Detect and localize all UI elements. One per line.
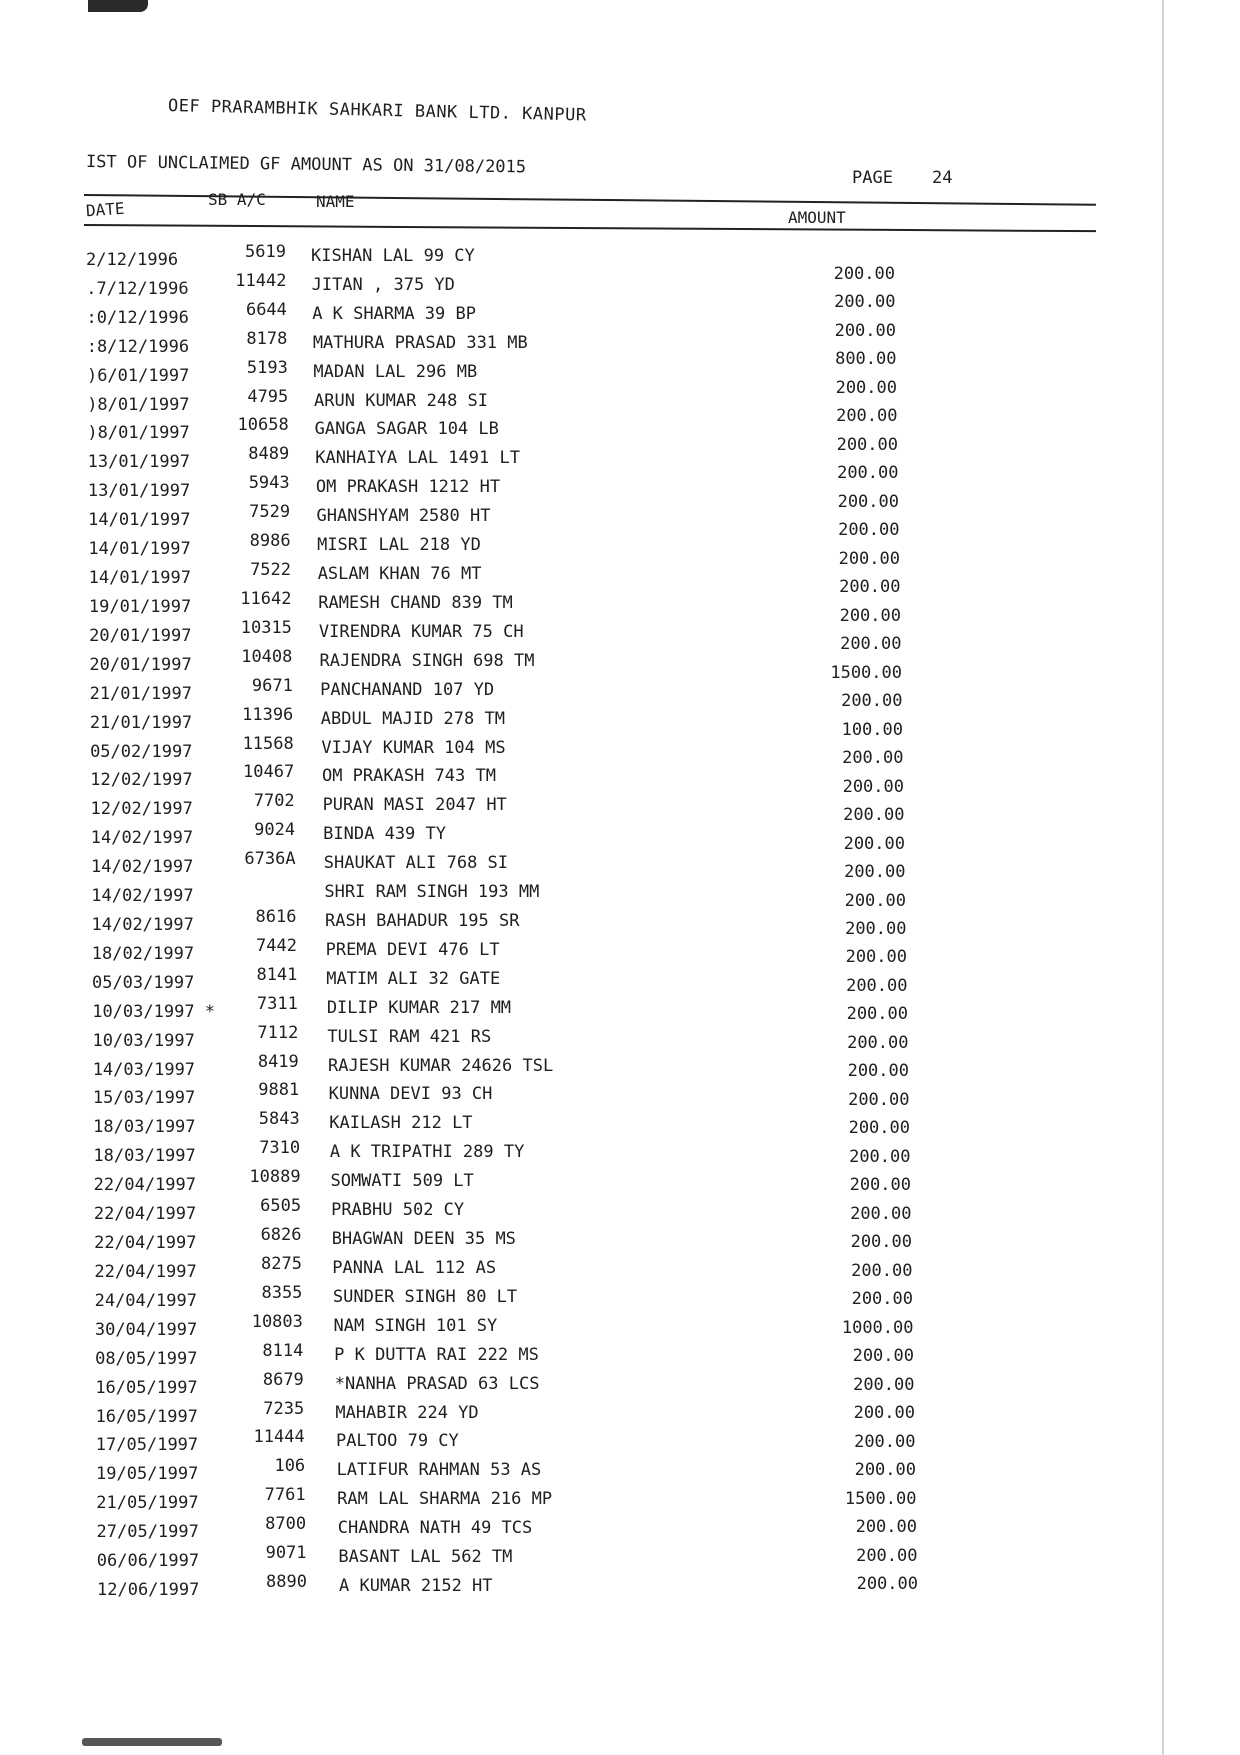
row-name: SHRI RAM SINGH 193 MM <box>324 882 540 903</box>
row-date: 14/01/1997 <box>88 539 191 560</box>
row-date: )6/01/1997 <box>86 365 190 386</box>
row-sb-account: 10658 <box>237 415 289 436</box>
row-date: 21/01/1997 <box>89 712 193 733</box>
row-sb-account: 10467 <box>243 762 295 783</box>
row-amount: 200.00 <box>856 1545 918 1566</box>
row-date: 18/03/1997 <box>93 1146 196 1167</box>
row-name: MATIM ALI 32 GATE <box>326 968 501 989</box>
row-date: 14/02/1997 <box>91 886 194 907</box>
row-sb-account: 9071 <box>265 1543 307 1564</box>
row-date: 21/01/1997 <box>89 683 192 704</box>
row-amount: 200.00 <box>835 377 897 398</box>
bank-title: OEF PRARAMBHIK SAHKARI BANK LTD. KANPUR <box>167 96 587 126</box>
row-amount: 200.00 <box>842 776 904 797</box>
row-amount: 200.00 <box>839 577 901 598</box>
row-amount: 200.00 <box>839 605 901 626</box>
row-name: PRABHU 502 CY <box>331 1200 465 1221</box>
row-date: )8/01/1997 <box>87 423 190 444</box>
row-date: 05/02/1997 <box>90 741 193 762</box>
row-amount: 200.00 <box>844 862 906 883</box>
row-sb-account: 5193 <box>246 357 288 378</box>
row-amount: 200.00 <box>833 264 895 284</box>
row-date: 14/02/1997 <box>91 857 194 878</box>
row-date: 21/05/1997 <box>96 1493 199 1514</box>
row-sb-account: 10803 <box>251 1311 303 1332</box>
row-name: MADAN LAL 296 MB <box>313 361 478 382</box>
row-name: RAJESH KUMAR 24626 TSL <box>328 1055 554 1076</box>
row-name: ASLAM KHAN 76 MT <box>317 564 482 585</box>
row-amount: 200.00 <box>840 634 902 655</box>
row-date: 12/02/1997 <box>90 770 193 791</box>
row-amount: 100.00 <box>841 719 903 740</box>
row-amount: 200.00 <box>845 919 907 939</box>
row-amount: 200.00 <box>837 463 899 484</box>
row-sb-account: 8355 <box>261 1282 303 1303</box>
row-sb-account: 8141 <box>256 964 298 985</box>
row-date: 13/01/1997 <box>87 452 191 473</box>
row-sb-account: 8114 <box>262 1340 304 1361</box>
row-name: KANHAIYA LAL 1491 LT <box>315 448 520 469</box>
row-sb-account: 5943 <box>248 473 290 494</box>
row-amount: 200.00 <box>834 320 896 341</box>
row-date: 22/04/1997 <box>93 1204 197 1225</box>
row-date: 17/05/1997 <box>95 1435 199 1456</box>
row-amount: 200.00 <box>854 1460 916 1481</box>
row-date: 14/03/1997 <box>92 1059 196 1080</box>
row-amount: 200.00 <box>844 890 906 911</box>
row-amount: 200.00 <box>855 1517 917 1538</box>
column-header-sb-account: SB A/C <box>208 190 266 209</box>
row-amount: 1000.00 <box>841 1317 914 1338</box>
row-date: 18/03/1997 <box>93 1117 196 1138</box>
row-name: GHANSHYAM 2580 HT <box>316 506 491 527</box>
row-name: BHAGWAN DEEN 35 MS <box>331 1229 516 1250</box>
row-amount: 200.00 <box>851 1260 913 1281</box>
row-sb-account: 10889 <box>249 1167 301 1188</box>
row-date: 06/06/1997 <box>96 1551 200 1572</box>
row-date: :8/12/1996 <box>86 336 190 357</box>
row-amount: 200.00 <box>838 548 900 569</box>
row-name: BINDA 439 TY <box>323 824 446 845</box>
row-date: 18/02/1997 <box>91 943 195 964</box>
row-sb-account: 8419 <box>257 1051 299 1072</box>
row-date: 12/02/1997 <box>90 799 193 820</box>
row-amount: 200.00 <box>845 947 907 968</box>
row-name: A K TRIPATHI 289 TY <box>329 1142 525 1163</box>
row-sb-account: 8616 <box>255 907 297 927</box>
row-name: TULSI RAM 421 RS <box>327 1026 492 1047</box>
row-sb-account: 10408 <box>241 646 293 667</box>
row-amount: 200.00 <box>846 1004 908 1025</box>
row-name: CHANDRA NATH 49 TCS <box>337 1518 533 1539</box>
row-name: RAMESH CHAND 839 TM <box>318 592 513 613</box>
row-sb-account: 6505 <box>260 1196 302 1217</box>
row-name: SHAUKAT ALI 768 SI <box>323 853 509 874</box>
row-sb-account: 11568 <box>242 733 294 754</box>
row-amount: 200.00 <box>850 1232 912 1253</box>
row-sb-account: 6826 <box>260 1225 302 1246</box>
row-sb-account: 11444 <box>253 1427 305 1448</box>
row-sb-account: 4795 <box>247 386 289 407</box>
row-date: 22/04/1997 <box>94 1233 197 1254</box>
row-date: 14/02/1997 <box>90 828 194 849</box>
column-header-name: NAME <box>316 192 355 211</box>
row-date: 12/06/1997 <box>97 1580 200 1600</box>
row-date: 05/03/1997 <box>91 972 195 993</box>
row-sb-account: 11642 <box>240 588 292 609</box>
row-name: GANGA SAGAR 104 LB <box>314 419 499 440</box>
row-sb-account: 7442 <box>256 935 297 956</box>
row-name: VIJAY KUMAR 104 MS <box>321 737 506 758</box>
row-name: JITAN , 375 YD <box>311 274 455 295</box>
row-date: 16/05/1997 <box>95 1377 198 1398</box>
row-name: KUNNA DEVI 93 CH <box>328 1084 493 1105</box>
row-sb-account: 7702 <box>253 791 295 812</box>
row-date: 19/01/1997 <box>88 596 192 617</box>
row-sb-account: 7761 <box>264 1485 306 1506</box>
page-number: 24 <box>932 168 953 188</box>
row-sb-account: 8679 <box>262 1369 304 1390</box>
row-date: 22/04/1997 <box>93 1175 196 1196</box>
row-sb-account: 7310 <box>259 1138 301 1159</box>
row-name: A KUMAR 2152 HT <box>339 1576 493 1596</box>
row-name: MAHABIR 224 YD <box>335 1402 479 1423</box>
row-sb-account: 7112 <box>257 1022 299 1043</box>
row-sb-account: 11396 <box>242 704 294 725</box>
row-sb-account: 8890 <box>266 1572 307 1592</box>
row-name: SUNDER SINGH 80 LT <box>332 1286 518 1307</box>
row-date: 20/01/1997 <box>89 625 192 646</box>
row-date: 20/01/1997 <box>89 654 192 675</box>
row-amount: 200.00 <box>853 1374 915 1395</box>
row-amount: 200.00 <box>843 805 905 826</box>
row-name: PANNA LAL 112 AS <box>332 1257 497 1278</box>
column-header-date: DATE <box>85 198 126 221</box>
row-amount: 200.00 <box>849 1146 911 1167</box>
row-name: DILIP KUMAR 217 MM <box>326 997 512 1018</box>
row-date: 13/01/1997 <box>87 481 191 502</box>
row-sb-account: 7529 <box>249 502 291 523</box>
row-sb-account: 11442 <box>235 270 287 291</box>
row-name: KAILASH 212 LT <box>329 1113 473 1134</box>
row-amount: 200.00 <box>853 1403 915 1424</box>
row-amount: 200.00 <box>850 1203 912 1224</box>
row-name: NAM SINGH 101 SY <box>333 1315 498 1336</box>
row-sb-account: 7522 <box>250 560 292 581</box>
row-date: 16/05/1997 <box>95 1406 198 1427</box>
row-sb-account: 5843 <box>258 1109 300 1130</box>
row-amount: 200.00 <box>851 1289 913 1310</box>
row-name: RAM LAL SHARMA 216 MP <box>337 1489 553 1510</box>
row-sb-account: 7235 <box>263 1398 305 1419</box>
column-header-amount: AMOUNT <box>788 208 846 227</box>
row-name: BASANT LAL 562 TM <box>338 1547 513 1568</box>
row-name: MISRI LAL 218 YD <box>317 535 481 556</box>
list-title: IST OF UNCLAIMED GF AMOUNT AS ON 31/08/2015 <box>85 152 527 178</box>
row-name: VIRENDRA KUMAR 75 CH <box>318 621 524 642</box>
row-date: 08/05/1997 <box>95 1348 198 1369</box>
row-name: PURAN MASI 2047 HT <box>322 795 507 816</box>
row-name: A K SHARMA 39 BP <box>312 303 476 324</box>
row-sb-account: 9024 <box>254 820 296 841</box>
row-date: 15/03/1997 <box>92 1088 196 1109</box>
row-name: PREMA DEVI 476 LT <box>325 939 500 960</box>
row-amount: 200.00 <box>854 1431 916 1452</box>
row-name: PALTOO 79 CY <box>335 1431 459 1452</box>
row-amount: 200.00 <box>842 748 904 769</box>
row-sb-account: 6644 <box>245 299 287 320</box>
row-amount: 200.00 <box>856 1574 918 1594</box>
row-amount: 200.00 <box>847 1032 909 1053</box>
row-amount: 200.00 <box>849 1175 911 1196</box>
row-amount: 200.00 <box>848 1118 910 1139</box>
row-sb-account: 9671 <box>251 675 293 696</box>
row-amount: 200.00 <box>843 833 905 854</box>
row-name: OM PRAKASH 743 TM <box>321 766 496 787</box>
row-amount: 1500.00 <box>844 1488 917 1509</box>
row-sb-account: 6736A <box>244 849 296 870</box>
row-name: LATIFUR RAHMAN 53 AS <box>336 1460 542 1481</box>
row-amount: 200.00 <box>834 292 896 313</box>
row-amount: 200.00 <box>846 975 908 996</box>
row-amount: 200.00 <box>836 434 898 455</box>
row-sb-account: 8275 <box>261 1253 302 1274</box>
row-name: KISHAN LAL 99 CY <box>311 246 475 266</box>
row-name: RAJENDRA SINGH 698 TM <box>319 650 535 671</box>
row-amount: 200.00 <box>836 406 898 427</box>
row-sb-account: 8489 <box>248 444 290 465</box>
row-name: ABDUL MAJID 278 TM <box>320 708 505 729</box>
row-date: 22/04/1997 <box>94 1261 197 1282</box>
row-sb-account: 7311 <box>256 993 298 1014</box>
row-date: 30/04/1997 <box>94 1319 198 1340</box>
row-amount: 200.00 <box>852 1346 914 1367</box>
row-sb-account: 8986 <box>249 531 291 552</box>
row-date: 19/05/1997 <box>96 1464 199 1485</box>
row-name: RASH BAHADUR 195 SR <box>325 911 520 931</box>
row-amount: 200.00 <box>837 491 899 512</box>
row-name: OM PRAKASH 1212 HT <box>315 477 501 498</box>
row-amount: 200.00 <box>848 1089 910 1110</box>
row-date: 14/01/1997 <box>88 568 191 589</box>
row-date: 2/12/1996 <box>86 250 179 270</box>
row-amount: 200.00 <box>841 691 903 712</box>
row-date: 10/03/1997 * <box>92 1001 216 1022</box>
row-name: ARUN KUMAR 248 SI <box>314 390 489 411</box>
row-sb-account: 8700 <box>265 1514 307 1535</box>
row-date: 10/03/1997 <box>92 1030 195 1051</box>
row-sb-account: 10315 <box>240 617 292 638</box>
row-date: :0/12/1996 <box>86 307 189 328</box>
row-amount: 800.00 <box>835 349 897 370</box>
page-label: PAGE <box>852 168 893 188</box>
row-amount: 1500.00 <box>830 662 902 683</box>
row-name: *NANHA PRASAD 63 LCS <box>334 1373 540 1394</box>
row-date: )8/01/1997 <box>87 394 190 415</box>
row-name: PANCHANAND 107 YD <box>320 679 495 700</box>
row-date: 24/04/1997 <box>94 1290 197 1311</box>
row-amount: 200.00 <box>847 1061 909 1082</box>
row-sb-account: 9881 <box>258 1080 300 1101</box>
row-date: 14/02/1997 <box>91 915 194 935</box>
row-name: SOMWATI 509 LT <box>330 1171 474 1192</box>
row-sb-account: 5619 <box>245 242 286 262</box>
row-date: .7/12/1996 <box>86 278 189 299</box>
row-name: MATHURA PRASAD 331 MB <box>312 332 528 353</box>
row-amount: 200.00 <box>838 520 900 541</box>
row-sb-account: 106 <box>274 1456 306 1477</box>
row-date: 27/05/1997 <box>96 1522 199 1543</box>
row-date: 14/01/1997 <box>88 510 191 531</box>
row-sb-account: 8178 <box>246 328 288 349</box>
row-name: P K DUTTA RAI 222 MS <box>334 1344 539 1365</box>
